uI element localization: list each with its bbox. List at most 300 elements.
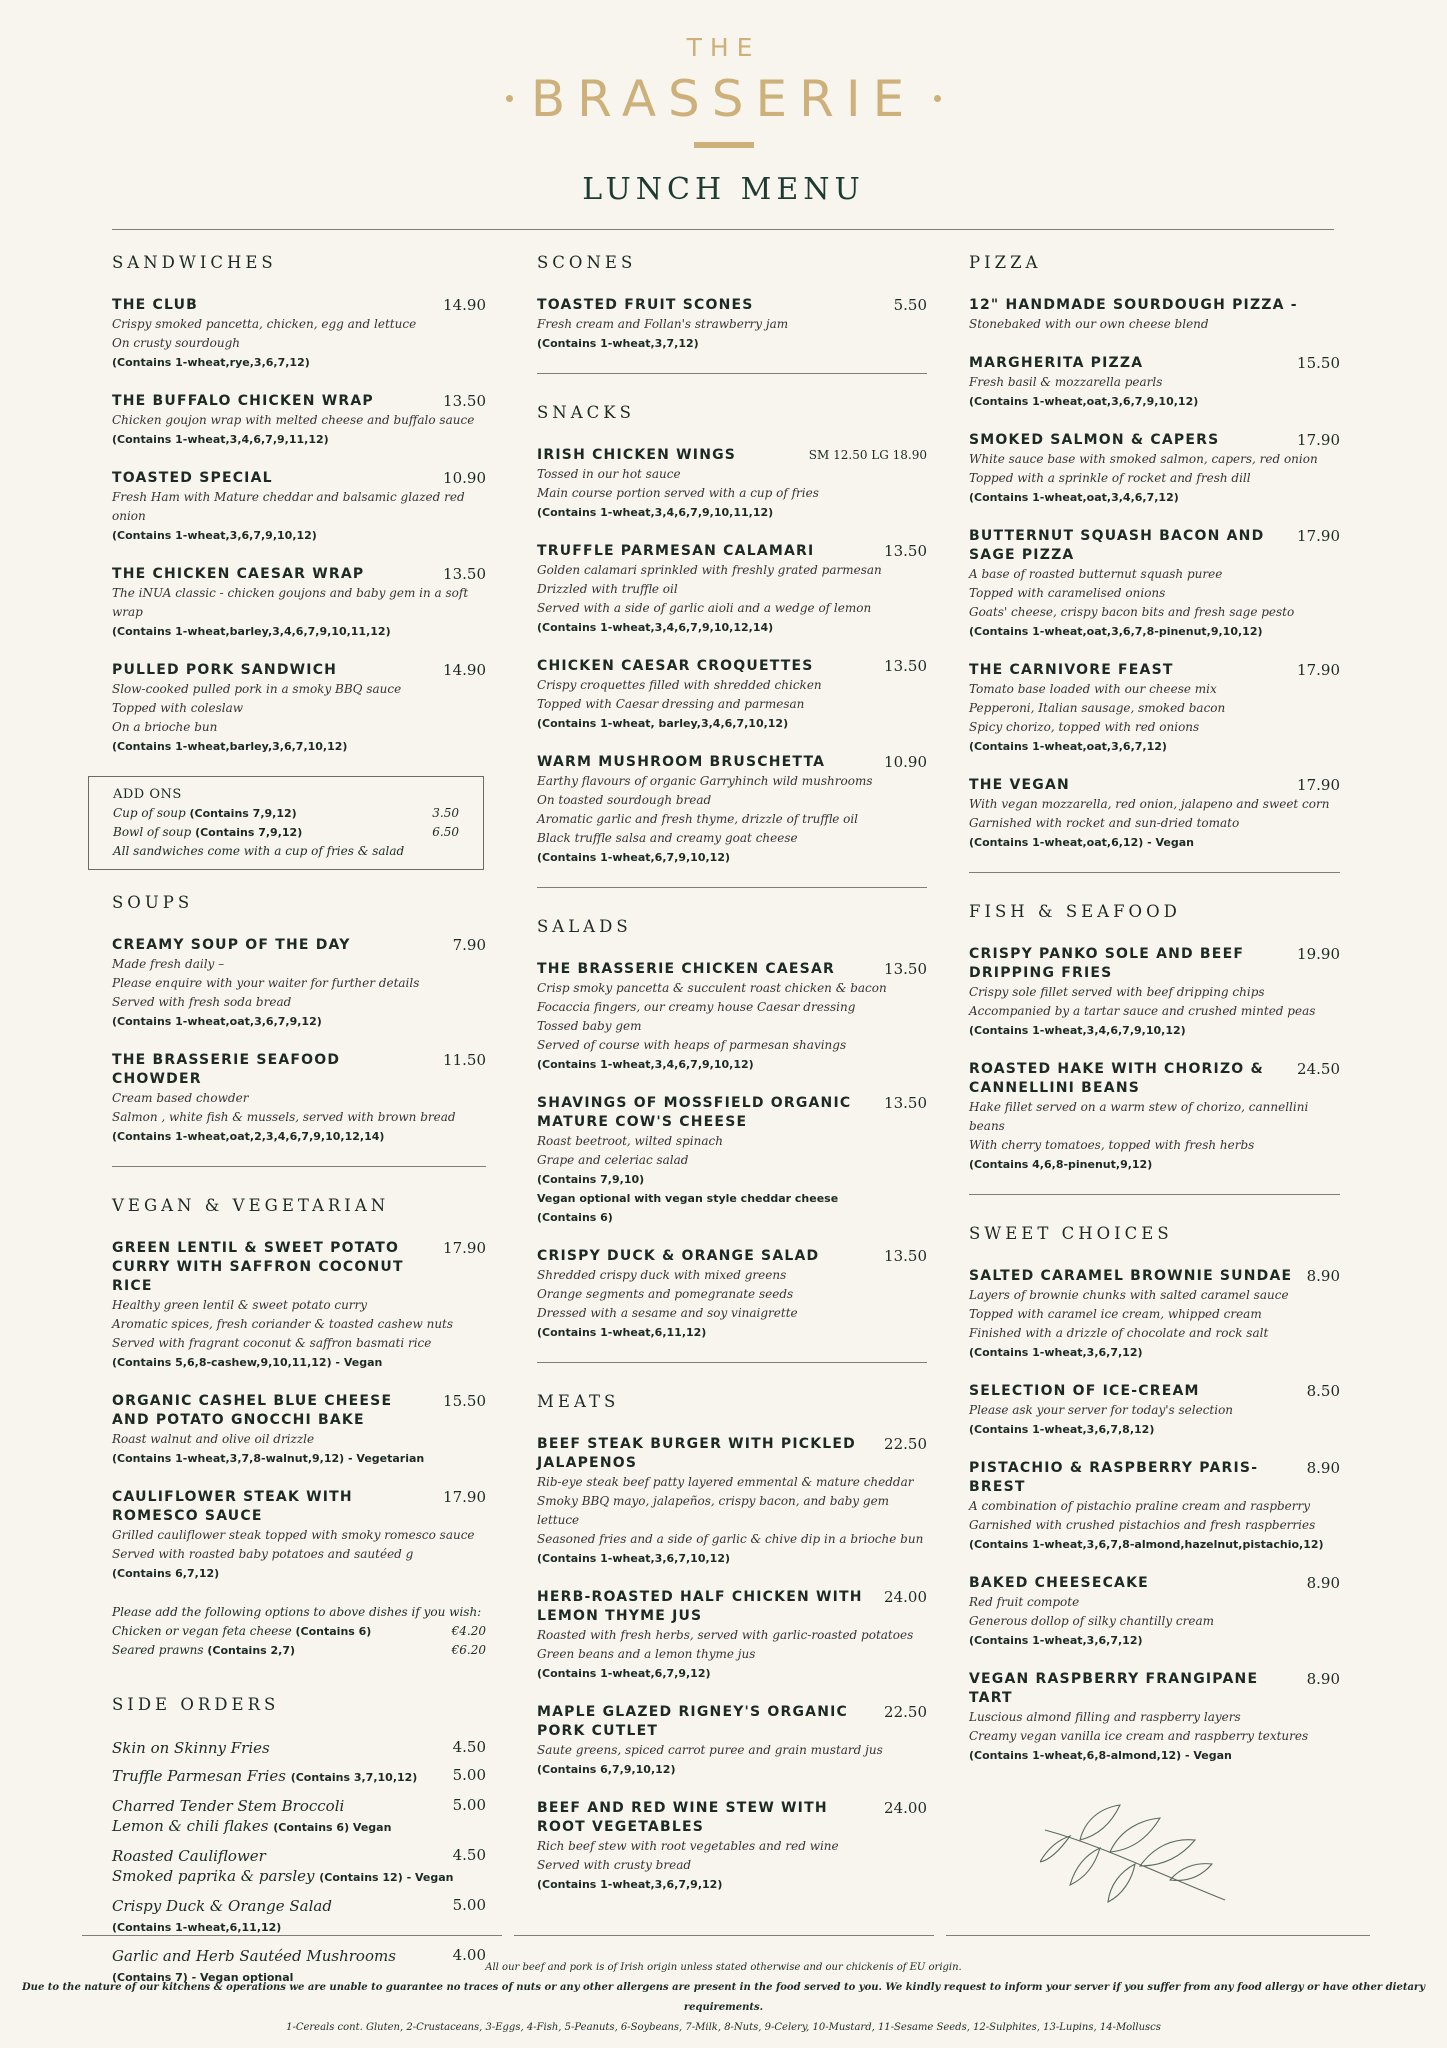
side-order-allergens: (Contains 7) - Vegan optional xyxy=(112,1971,294,1984)
menu-item-allergens: (Contains 5,6,8-cashew,9,10,11,12) - Vegan xyxy=(112,1356,383,1369)
menu-item-name: WARM MUSHROOM BRUSCHETTA xyxy=(537,754,826,770)
menu-item-description: Garnished with crushed pistachios and fresh raspberries xyxy=(969,1518,1316,1532)
menu-item-allergens: (Contains 1-wheat,6,11,12) xyxy=(537,1326,707,1339)
section-title-vegan: VEGAN & VEGETARIAN xyxy=(112,1196,390,1215)
side-order-row xyxy=(112,1766,486,1788)
addon-row xyxy=(113,823,459,842)
side-order-price: 5.00 xyxy=(452,1796,486,1814)
menu-item-header xyxy=(537,1247,927,1266)
option-allergens: (Contains 6) xyxy=(295,1625,372,1638)
menu-item-description: Served with fresh soda bread xyxy=(112,995,292,1009)
side-order-row xyxy=(112,1896,486,1916)
menu-item-allergens: (Contains 1-wheat,3,7,8-walnut,9,12) - Vegetarian xyxy=(112,1452,425,1465)
menu-item-name: THE VEGAN xyxy=(969,777,1070,793)
menu-item xyxy=(112,469,486,545)
menu-item-price: 8.90 xyxy=(1306,1267,1340,1285)
addon-price: 6.50 xyxy=(432,825,459,839)
menu-item-description: Aromatic garlic and fresh thyme, drizzle of truffle oil xyxy=(537,812,859,826)
section-title-pizza: PIZZA xyxy=(969,253,1042,272)
menu-item-header xyxy=(112,565,486,584)
menu-item-price: 13.50 xyxy=(884,960,927,978)
vegan-options xyxy=(112,1603,486,1660)
side-order-price: 5.00 xyxy=(452,1766,486,1784)
menu-item-allergens: (Contains 1-wheat,6,7,9,12) xyxy=(537,1667,711,1680)
side-order-allergens: (Contains 6) Vegan xyxy=(273,1821,392,1834)
menu-item-description: On a brioche bun xyxy=(112,720,218,734)
menu-item-name: CRISPY DUCK & ORANGE SALAD xyxy=(537,1248,820,1264)
menu-item-description: Creamy vegan vanilla ice cream and raspberry textures xyxy=(969,1729,1309,1743)
menu-item-allergens: (Contains 1-wheat,3,4,6,7,9,10,11,12) xyxy=(537,506,774,519)
menu-item-description: Layers of brownie chunks with salted caramel sauce xyxy=(969,1288,1289,1302)
menu-item-description: Seasoned fries and a side of garlic & chive dip in a brioche bun xyxy=(537,1532,924,1546)
menu-item-description: Focaccia fingers, our creamy house Caesar dressing xyxy=(537,1000,856,1014)
menu-item-name: SHAVINGS OF MOSSFIELD ORGANIC MATURE COW'S CHEESE xyxy=(537,1095,852,1130)
side-order-price: 4.50 xyxy=(452,1846,486,1864)
side-order-line2 xyxy=(112,1866,486,1888)
menu-item xyxy=(537,296,927,353)
menu-item-description: Tomato base loaded with our cheese mix xyxy=(969,682,1217,696)
menu-item-price: 13.50 xyxy=(443,392,486,410)
menu-item-header xyxy=(969,1267,1340,1286)
menu-item-description: Earthy flavours of organic Garryhinch wild mushrooms xyxy=(537,774,873,788)
menu-item-name: VEGAN RASPBERRY FRANGIPANE TART xyxy=(969,1671,1259,1706)
pizza-intro xyxy=(969,296,1340,334)
page-title: LUNCH MENU xyxy=(582,172,865,207)
menu-item xyxy=(969,661,1340,756)
menu-item-description: Goats' cheese, crispy bacon bits and fresh sage pesto xyxy=(969,605,1295,619)
side-order-name xyxy=(112,1738,270,1758)
addon-allergens: (Contains 7,9,12) xyxy=(195,826,303,839)
side-order-title: Garlic and Herb Sautéed Mushrooms xyxy=(112,1947,396,1965)
section-title-sandwiches: SANDWICHES xyxy=(112,253,277,272)
side-order-row xyxy=(112,1738,486,1758)
menu-item-name: THE CARNIVORE FEAST xyxy=(969,662,1174,678)
menu-item-allergens: (Contains 1-wheat,3,6,7,10,12) xyxy=(537,1552,730,1565)
menu-item-description: Red fruit compote xyxy=(969,1595,1080,1609)
pizza-intro-desc: Stonebaked with our own cheese blend xyxy=(969,317,1209,331)
footer-origin-note: All our beef and pork is of Irish origin unless stated otherwise and our chickenis of EU origin. xyxy=(485,1962,962,1973)
menu-item xyxy=(112,1488,486,1583)
menu-item-header xyxy=(969,1574,1340,1593)
menu-item-description: Tossed baby gem xyxy=(537,1019,642,1033)
side-order-allergens: (Contains 3,7,10,12) xyxy=(290,1771,418,1784)
side-order-price: 4.50 xyxy=(452,1738,486,1756)
menu-item-header xyxy=(112,1488,486,1526)
section-divider xyxy=(112,1166,486,1167)
menu-item-description: Topped with caramel ice cream, whipped cream xyxy=(969,1307,1262,1321)
menu-item-description: Pepperoni, Italian sausage, smoked bacon xyxy=(969,701,1226,715)
menu-item-name: MAPLE GLAZED RIGNEY'S ORGANIC PORK CUTLET xyxy=(537,1704,848,1739)
side-order-title: Roasted Cauliflower xyxy=(112,1847,266,1865)
menu-item-description: Healthy green lentil & sweet potato curry xyxy=(112,1298,368,1312)
menu-item-name: BUTTERNUT SQUASH BACON AND SAGE PIZZA xyxy=(969,528,1265,563)
menu-item-header xyxy=(112,1392,486,1430)
option-label: Chicken or vegan feta cheese xyxy=(112,1624,292,1638)
addons-note: All sandwiches come with a cup of fries & salad xyxy=(113,844,405,858)
menu-item-price: 11.50 xyxy=(443,1051,486,1069)
menu-item xyxy=(969,1382,1340,1439)
menu-item-price: 19.90 xyxy=(1297,945,1340,963)
menu-item-description: Tossed in our hot sauce xyxy=(537,467,681,481)
menu-item-name: THE BUFFALO CHICKEN WRAP xyxy=(112,393,374,409)
menu-item xyxy=(537,1588,927,1683)
menu-item-header xyxy=(112,392,486,411)
section-divider xyxy=(537,1362,927,1363)
side-order-row xyxy=(112,1796,486,1816)
menu-item-header xyxy=(969,776,1340,795)
menu-item-header xyxy=(112,661,486,680)
section-title-soups: SOUPS xyxy=(112,893,194,912)
menu-item-description: Rib-eye steak beef patty layered emmental & mature cheddar xyxy=(537,1475,914,1489)
menu-item xyxy=(969,1670,1340,1765)
menu-item-name: BEEF AND RED WINE STEW WITH ROOT VEGETABLES xyxy=(537,1800,828,1835)
menu-item-header xyxy=(537,1799,927,1837)
menu-item-price: 13.50 xyxy=(884,1094,927,1112)
menu-item-allergens: (Contains 6,7,12) xyxy=(112,1567,220,1580)
menu-item-description: Dressed with a sesame and soy vinaigrette xyxy=(537,1306,798,1320)
menu-item-price: 22.50 xyxy=(884,1435,927,1453)
menu-item-price: 8.90 xyxy=(1306,1459,1340,1477)
section-divider xyxy=(969,872,1340,873)
menu-item xyxy=(969,1060,1340,1174)
vegan-list xyxy=(112,1239,486,1583)
brand-logo xyxy=(0,66,1447,132)
menu-item-description: Crispy sole fillet served with beef dripping chips xyxy=(969,985,1265,999)
menu-item-price: 13.50 xyxy=(884,542,927,560)
menu-item-allergens: (Contains 1-wheat,3,4,6,7,9,10,12,14) xyxy=(537,621,774,634)
menu-item-name: THE CLUB xyxy=(112,297,199,313)
side-order-title: Crispy Duck & Orange Salad xyxy=(112,1897,332,1915)
menu-item-price: 8.90 xyxy=(1306,1670,1340,1688)
pizza-intro-name: 12" HANDMADE SOURDOUGH PIZZA - xyxy=(969,297,1298,313)
menu-item-name: IRISH CHICKEN WINGS xyxy=(537,447,737,463)
menu-item-allergens: (Contains 1-wheat,3,4,6,7,9,10,12) xyxy=(537,1058,754,1071)
menu-item-allergens: (Contains 6,7,9,10,12) xyxy=(537,1763,676,1776)
menu-item-description: Finished with a drizzle of chocolate and rock salt xyxy=(969,1326,1269,1340)
menu-item xyxy=(537,960,927,1074)
menu-item xyxy=(969,945,1340,1040)
menu-item-name: ROASTED HAKE WITH CHORIZO & CANNELLINI BEANS xyxy=(969,1061,1264,1096)
menu-item-allergens: (Contains 1-wheat,oat,3,6,7,8-pinenut,9,10,12) xyxy=(969,625,1263,638)
section-title-scones: SCONES xyxy=(537,253,637,272)
side-order-name xyxy=(112,1896,332,1916)
menu-item-name: THE BRASSERIE CHICKEN CAESAR xyxy=(537,961,835,977)
menu-item-allergens: (Contains 1-wheat,rye,3,6,7,12) xyxy=(112,356,310,369)
menu-item-allergens: (Contains 1-wheat,3,6,7,9,10,12) xyxy=(112,529,317,542)
menu-item-description: Smoky BBQ mayo, jalapeños, crispy bacon, and baby gem lettuce xyxy=(537,1494,890,1527)
menu-item-description: Please enquire with your waiter for further details xyxy=(112,976,420,990)
menu-item-header xyxy=(969,1459,1340,1497)
menu-item-description: Saute greens, spiced carrot puree and grain mustard jus xyxy=(537,1743,883,1757)
menu-item-price: 5.50 xyxy=(893,296,927,314)
menu-item xyxy=(112,296,486,372)
menu-item-header xyxy=(112,936,486,955)
menu-item-name: CHICKEN CAESAR CROQUETTES xyxy=(537,658,814,674)
menu-item-description: Grilled cauliflower steak topped with smoky romesco sauce xyxy=(112,1528,475,1542)
menu-item-description: Aromatic spices, fresh coriander & toasted cashew nuts xyxy=(112,1317,454,1331)
column-right xyxy=(969,252,1340,1785)
menu-item-name: SELECTION OF ICE-CREAM xyxy=(969,1383,1200,1399)
section-title-meats: MEATS xyxy=(537,1392,620,1411)
menu-item-allergens: (Contains 1-wheat,oat,3,4,6,7,12) xyxy=(969,491,1179,504)
addon-allergens: (Contains 7,9,12) xyxy=(189,807,297,820)
menu-item-allergens: (Contains 1-wheat,oat,6,12) - Vegan xyxy=(969,836,1194,849)
menu-item-description: Fresh cream and Follan's strawberry jam xyxy=(537,317,789,331)
menu-item-description: Black truffle salsa and creamy goat cheese xyxy=(537,831,798,845)
menu-item-price: 10.90 xyxy=(884,753,927,771)
side-order-item xyxy=(112,1766,486,1788)
meats-list xyxy=(537,1435,927,1894)
menu-item-price: 17.90 xyxy=(1297,527,1340,545)
menu-item-description: Rich beef stew with root vegetables and red wine xyxy=(537,1839,839,1853)
section-title-fish: FISH & SEAFOOD xyxy=(969,902,1181,921)
side-order-title: Truffle Parmesan Fries xyxy=(112,1767,286,1785)
menu-item-description: Shredded crispy duck with mixed greens xyxy=(537,1268,787,1282)
menu-item-description: On crusty sourdough xyxy=(112,336,241,350)
menu-item-allergens: (Contains 1-wheat,oat,3,6,7,9,10,12) xyxy=(969,395,1199,408)
menu-item xyxy=(969,527,1340,641)
options-intro: Please add the following options to above dishes if you wish: xyxy=(112,1605,482,1619)
menu-item-price: 17.90 xyxy=(1297,661,1340,679)
side-order-name xyxy=(112,1846,266,1866)
menu-item-allergens: (Contains 1-wheat,3,6,7,12) xyxy=(969,1634,1143,1647)
footer-divider xyxy=(514,1935,934,1936)
menu-item-header xyxy=(969,354,1340,373)
menu-item xyxy=(112,1051,486,1146)
addon-label: Bowl of soup xyxy=(113,825,192,839)
menu-item-header xyxy=(969,945,1340,983)
side-order-title: Charred Tender Stem Broccoli xyxy=(112,1797,345,1815)
menu-item-allergens: (Contains 1-wheat,3,6,7,8,12) xyxy=(969,1423,1155,1436)
menu-item-description: Roast beetroot, wilted spinach xyxy=(537,1134,723,1148)
menu-item-name: BEEF STEAK BURGER WITH PICKLED JALAPENOS xyxy=(537,1436,857,1471)
menu-item-price: SM 12.50 LG 18.90 xyxy=(808,448,927,462)
brand-underline xyxy=(694,142,754,148)
side-order-price: 4.00 xyxy=(452,1946,486,1964)
menu-item-name: SALTED CARAMEL BROWNIE SUNDAE xyxy=(969,1268,1293,1284)
menu-item-price: 15.50 xyxy=(1297,354,1340,372)
footer-divider xyxy=(82,1935,502,1936)
menu-item-description: With vegan mozzarella, red onion, jalapeno and sweet corn xyxy=(969,797,1330,811)
side-order-allergens: (Contains 12) - Vegan xyxy=(319,1871,454,1884)
salads-list xyxy=(537,960,927,1342)
menu-item-header xyxy=(537,657,927,676)
menu-item-price: 8.50 xyxy=(1306,1382,1340,1400)
menu-item-name: THE BRASSERIE SEAFOOD CHOWDER xyxy=(112,1052,341,1087)
menu-item-description: Golden calamari sprinkled with freshly grated parmesan xyxy=(537,563,882,577)
menu-item-header xyxy=(969,1060,1340,1098)
menu-item-price: 13.50 xyxy=(884,657,927,675)
menu-item-description: With cherry tomatoes, topped with fresh herbs xyxy=(969,1138,1255,1152)
brand-name: BRASSERIE xyxy=(530,70,917,128)
menu-item-description: Topped with coleslaw xyxy=(112,701,244,715)
side-order-name xyxy=(112,1766,417,1788)
menu-item-description: Cream based chowder xyxy=(112,1091,249,1105)
menu-item xyxy=(969,1574,1340,1650)
menu-item-description: Roast walnut and olive oil drizzle xyxy=(112,1432,315,1446)
side-order-subtitle: Smoked paprika & parsley xyxy=(112,1867,315,1885)
side-order-row xyxy=(112,1846,486,1866)
section-divider xyxy=(537,373,927,374)
menu-item xyxy=(112,1392,486,1468)
menu-item-allergens: (Contains 7,9,10) xyxy=(537,1173,645,1186)
menu-item-price: 17.90 xyxy=(1297,431,1340,449)
section-title-snacks: SNACKS xyxy=(537,403,635,422)
option-label: Seared prawns xyxy=(112,1643,204,1657)
menu-item-description: Generous dollop of silky chantilly cream xyxy=(969,1614,1215,1628)
menu-item-description: Chicken goujon wrap with melted cheese and buffalo sauce xyxy=(112,413,475,427)
menu-item-price: 14.90 xyxy=(443,296,486,314)
menu-item-description: Crisp smoky pancetta & succulent roast chicken & bacon xyxy=(537,981,887,995)
menu-item xyxy=(969,776,1340,852)
menu-item-description: Luscious almond filling and raspberry layers xyxy=(969,1710,1241,1724)
brand-the: THE xyxy=(686,33,761,62)
section-divider xyxy=(537,887,927,888)
menu-item-name: HERB-ROASTED HALF CHICKEN WITH LEMON THYME JUS xyxy=(537,1589,863,1624)
menu-item xyxy=(112,565,486,641)
menu-item-description: Hake fillet served on a warm stew of chorizo, cannellini beans xyxy=(969,1100,1309,1133)
menu-item-description: Made fresh daily – xyxy=(112,957,225,971)
addons-title: ADD ONS xyxy=(113,787,182,802)
menu-item-allergens: (Contains 1-wheat,3,6,7,8-almond,hazelnut,pistachio,12) xyxy=(969,1538,1324,1551)
menu-item-header xyxy=(537,1703,927,1741)
menu-item-name: GREEN LENTIL & SWEET POTATO CURRY WITH SAFFRON COCONUT RICE xyxy=(112,1240,404,1294)
menu-item-header xyxy=(537,753,927,772)
option-price: €4.20 xyxy=(451,1624,486,1638)
side-order-item xyxy=(112,1846,486,1888)
menu-item-description: Green beans and a lemon thyme jus xyxy=(537,1647,756,1661)
menu-item xyxy=(112,661,486,756)
menu-item-description: Salmon , white fish & mussels, served with brown bread xyxy=(112,1110,456,1124)
menu-item-header xyxy=(969,431,1340,450)
menu-item xyxy=(112,1239,486,1372)
menu-item-allergens: (Contains 1-wheat,3,6,7,12) xyxy=(969,1346,1143,1359)
pizza-list xyxy=(969,354,1340,852)
menu-item-allergens: (Contains 1-wheat,3,4,6,7,9,10,12) xyxy=(969,1024,1186,1037)
section-divider xyxy=(969,1194,1340,1195)
option-row xyxy=(112,1622,486,1641)
menu-item-header xyxy=(112,296,486,315)
menu-item-description: The iNUA classic - chicken goujons and baby gem in a soft wrap xyxy=(112,586,469,619)
menu-item-name: MARGHERITA PIZZA xyxy=(969,355,1144,371)
menu-item-header xyxy=(969,1382,1340,1401)
fish-list xyxy=(969,945,1340,1174)
menu-item-description: Fresh basil & mozzarella pearls xyxy=(969,375,1163,389)
side-order-item xyxy=(112,1796,486,1838)
menu-item-description: Roasted with fresh herbs, served with garlic-roasted potatoes xyxy=(537,1628,914,1642)
menu-item-description: Fresh Ham with Mature cheddar and balsamic glazed red onion xyxy=(112,490,465,523)
footer xyxy=(0,1958,1447,2038)
header-divider xyxy=(112,229,1334,230)
sandwiches-list xyxy=(112,296,486,756)
menu-item-description: Topped with caramelised onions xyxy=(969,586,1166,600)
olive-sprig-icon xyxy=(1040,1800,1230,1910)
menu-item xyxy=(537,1094,927,1227)
menu-item-header xyxy=(537,542,927,561)
menu-item xyxy=(537,657,927,733)
menu-item-header xyxy=(969,527,1340,565)
side-order-item xyxy=(112,1738,486,1758)
menu-item-allergens: (Contains 1-wheat,3,4,6,7,9,11,12) xyxy=(112,433,329,446)
menu-item xyxy=(537,446,927,522)
side-order-price: 5.00 xyxy=(452,1896,486,1914)
addon-row xyxy=(113,804,459,823)
menu-item-description: Spicy chorizo, topped with red onions xyxy=(969,720,1200,734)
footer-divider xyxy=(946,1935,1370,1936)
menu-item-description: Orange segments and pomegranate seeds xyxy=(537,1287,794,1301)
menu-item-description: Crispy smoked pancetta, chicken, egg and lettuce xyxy=(112,317,417,331)
menu-item xyxy=(969,431,1340,507)
menu-item-allergens: (Contains 1-wheat,3,7,12) xyxy=(537,337,699,350)
menu-item-name: THE CHICKEN CAESAR WRAP xyxy=(112,566,365,582)
menu-item xyxy=(112,392,486,449)
menu-item-option: Vegan optional with vegan style cheddar cheese xyxy=(537,1192,839,1205)
menu-item-name: TOASTED SPECIAL xyxy=(112,470,273,486)
menu-item-name: TOASTED FRUIT SCONES xyxy=(537,297,754,313)
menu-item-price: 22.50 xyxy=(884,1703,927,1721)
snacks-list xyxy=(537,446,927,867)
menu-item-description: Garnished with rocket and sun-dried tomato xyxy=(969,816,1240,830)
menu-item-description: Topped with a sprinkle of rocket and fresh dill xyxy=(969,471,1251,485)
scones-list xyxy=(537,296,927,353)
menu-item xyxy=(112,936,486,1031)
footer-allergen-key: 1-Cereals cont. Gluten, 2-Crustaceans, 3-Eggs, 4-Fish, 5-Peanuts, 6-Soybeans, 7-Milk, 8-Nuts, 9-Celery, 10-Mustard, 11-Sesame Seeds, 12-Sulphites, 13-Lupins, 14-Molluscs xyxy=(286,2022,1161,2033)
menu-item-header xyxy=(969,1670,1340,1708)
menu-item-name: ORGANIC CASHEL BLUE CHEESE AND POTATO GNOCCHI BAKE xyxy=(112,1393,393,1428)
menu-item-description: White sauce base with smoked salmon, capers, red onion xyxy=(969,452,1318,466)
menu-item-price: 17.90 xyxy=(443,1239,486,1257)
brand-header xyxy=(0,30,1447,148)
menu-item-allergens: (Contains 1-wheat, barley,3,4,6,7,10,12) xyxy=(537,717,789,730)
menu-item-description: On toasted sourdough bread xyxy=(537,793,712,807)
menu-item xyxy=(969,1459,1340,1554)
menu-item-price: 10.90 xyxy=(443,469,486,487)
menu-item xyxy=(537,1435,927,1568)
menu-item-header xyxy=(112,1051,486,1089)
menu-item-description: Slow-cooked pulled pork in a smoky BBQ sauce xyxy=(112,682,402,696)
menu-item-description: Served with crusty bread xyxy=(537,1858,692,1872)
menu-item-price: 24.00 xyxy=(884,1799,927,1817)
menu-item-price: 13.50 xyxy=(884,1247,927,1265)
addon-label: Cup of soup xyxy=(113,806,186,820)
menu-item-allergens: (Contains 4,6,8-pinenut,9,12) xyxy=(969,1158,1153,1171)
menu-item-header xyxy=(537,1588,927,1626)
menu-item-name: PISTACHIO & RASPBERRY PARIS-BREST xyxy=(969,1460,1259,1495)
menu-item-description: Crispy croquettes filled with shredded chicken xyxy=(537,678,822,692)
menu-item-description: Served with roasted baby potatoes and sautéed g xyxy=(112,1547,414,1561)
menu-item-header xyxy=(537,1094,927,1132)
menu-item-price: 24.50 xyxy=(1297,1060,1340,1078)
menu-item xyxy=(969,354,1340,411)
addons-box xyxy=(88,776,484,870)
option-allergens: (Contains 2,7) xyxy=(207,1644,296,1657)
menu-item-allergens: (Contains 1-wheat,oat,3,6,7,12) xyxy=(969,740,1167,753)
side-order-subtitle: Lemon & chili flakes xyxy=(112,1817,269,1835)
menu-item-name: BAKED CHEESECAKE xyxy=(969,1575,1149,1591)
menu-item-header xyxy=(969,661,1340,680)
menu-item-name: SMOKED SALMON & CAPERS xyxy=(969,432,1220,448)
menu-item xyxy=(537,753,927,867)
menu-item-description: Please ask your server for today's selection xyxy=(969,1403,1234,1417)
menu-item-header xyxy=(537,296,927,315)
menu-item-name: CRISPY PANKO SOLE AND BEEF DRIPPING FRIES xyxy=(969,946,1245,981)
menu-item-allergens: (Contains 1-wheat,3,6,7,9,12) xyxy=(537,1878,723,1891)
option-price: €6.20 xyxy=(451,1643,486,1657)
menu-item-description: A base of roasted butternut squash puree xyxy=(969,567,1223,581)
menu-item-name: TRUFFLE PARMESAN CALAMARI xyxy=(537,543,815,559)
sides-list xyxy=(112,1738,486,1988)
menu-item xyxy=(537,1247,927,1342)
